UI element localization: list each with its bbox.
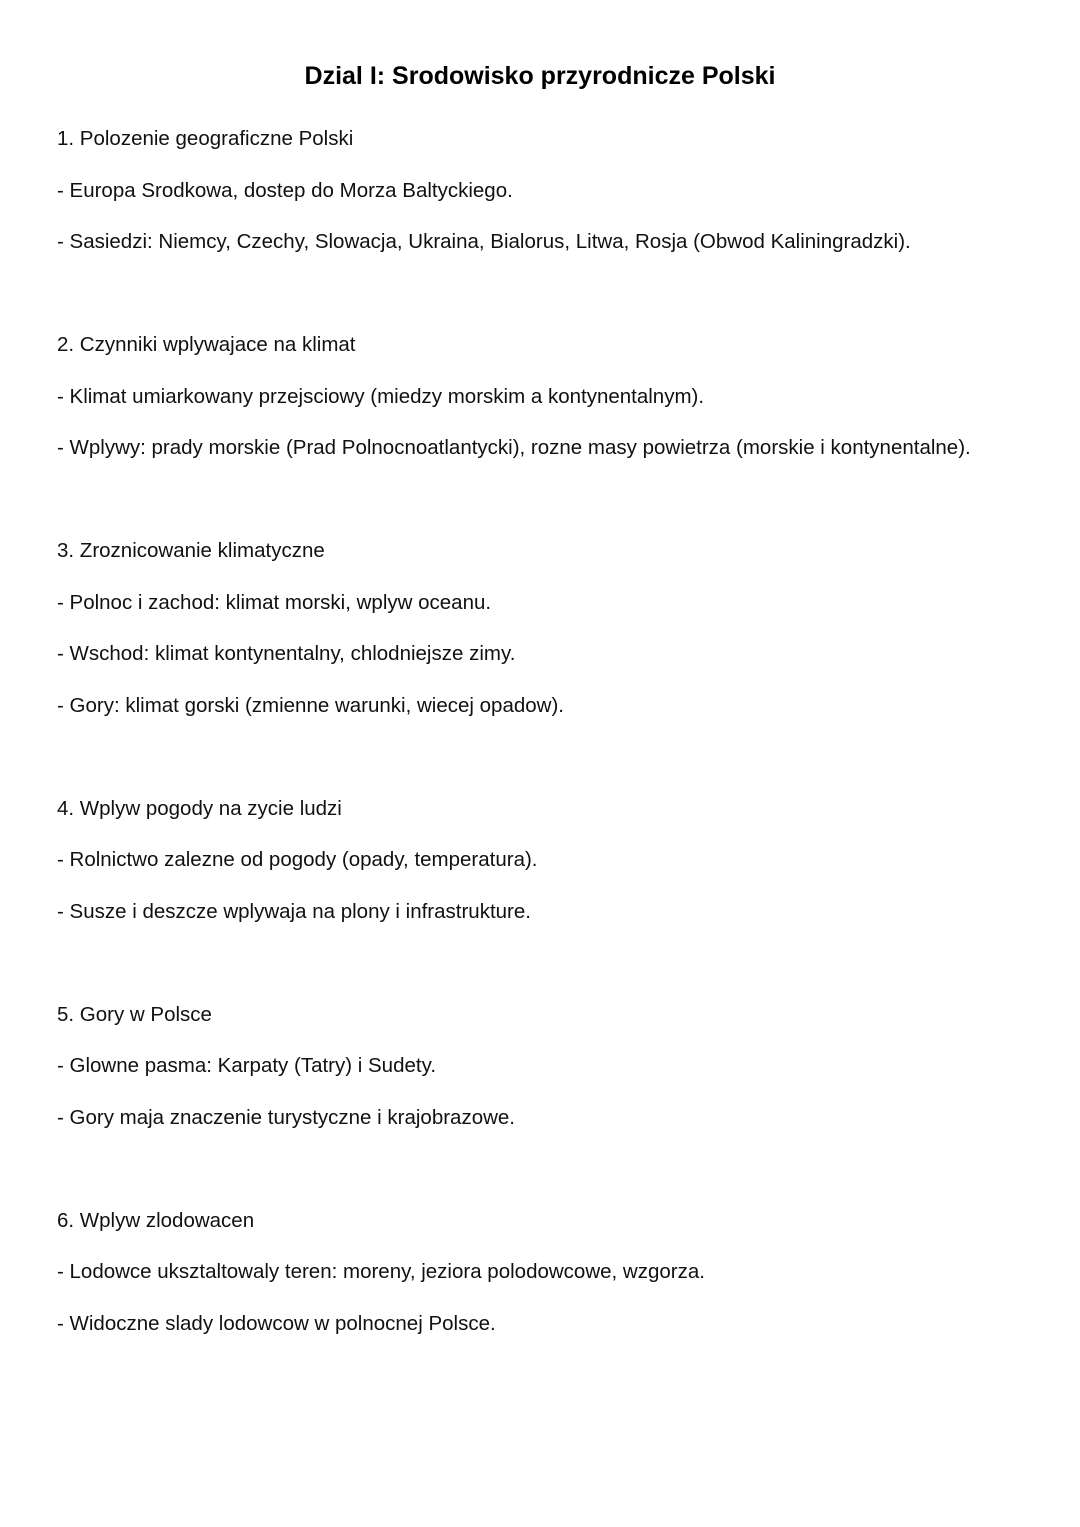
bullet-item: - Gory maja znaczenie turystyczne i krajobrazowe.	[57, 1105, 516, 1129]
document-title: Dzial I: Srodowisko przyrodnicze Polski	[304, 62, 776, 90]
bullet-item: - Widoczne slady lodowcow w polnocnej Polsce.	[57, 1311, 496, 1335]
section-weather-impact	[57, 783, 1057, 938]
section-geographic-location	[57, 113, 1057, 268]
section-heading: 2. Czynniki wplywajace na klimat	[57, 333, 356, 356]
bullet-item: - Wschod: klimat kontynentalny, chlodniejsze zimy.	[57, 642, 516, 665]
section-heading: 1. Polozenie geograficzne Polski	[57, 127, 354, 150]
section-mountains	[57, 989, 1057, 1144]
section-heading: 5. Gory w Polsce	[57, 1002, 212, 1026]
bullet-item: - Sasiedzi: Niemcy, Czechy, Slowacja, Ukraina, Bialorus, Litwa, Rosja (Obwod Kaliningradzki).	[57, 230, 911, 253]
bullet-item: - Europa Srodkowa, dostep do Morza Baltyckiego.	[57, 178, 513, 202]
bullet-item: - Gory: klimat gorski (zmienne warunki, wiecej opadow).	[57, 693, 564, 717]
bullet-item: - Rolnictwo zalezne od pogody (opady, temperatura).	[57, 848, 538, 871]
section-heading: 3. Zroznicowanie klimatyczne	[57, 539, 325, 562]
bullet-item: - Klimat umiarkowany przejsciowy (miedzy morskim a kontynentalnym).	[57, 384, 705, 408]
bullet-item: - Polnoc i zachod: klimat morski, wplyw oceanu.	[57, 590, 492, 614]
bullet-item: - Lodowce uksztaltowaly teren: moreny, jeziora polodowcowe, wzgorza.	[57, 1260, 705, 1283]
section-glaciation	[57, 1195, 1057, 1350]
document-content	[57, 113, 1057, 1401]
bullet-item: - Wplywy: prady morskie (Prad Polnocnoatlantycki), rozne masy powietrza (morskie i kontynentalne).	[57, 436, 971, 459]
section-climate-diversity	[57, 525, 1057, 731]
section-heading: 6. Wplyw zlodowacen	[57, 1208, 255, 1232]
section-heading: 4. Wplyw pogody na zycie ludzi	[57, 796, 342, 820]
bullet-item: - Glowne pasma: Karpaty (Tatry) i Sudety.	[57, 1054, 437, 1077]
section-climate-factors	[57, 319, 1057, 474]
bullet-item: - Susze i deszcze wplywaja na plony i infrastrukture.	[57, 899, 531, 923]
